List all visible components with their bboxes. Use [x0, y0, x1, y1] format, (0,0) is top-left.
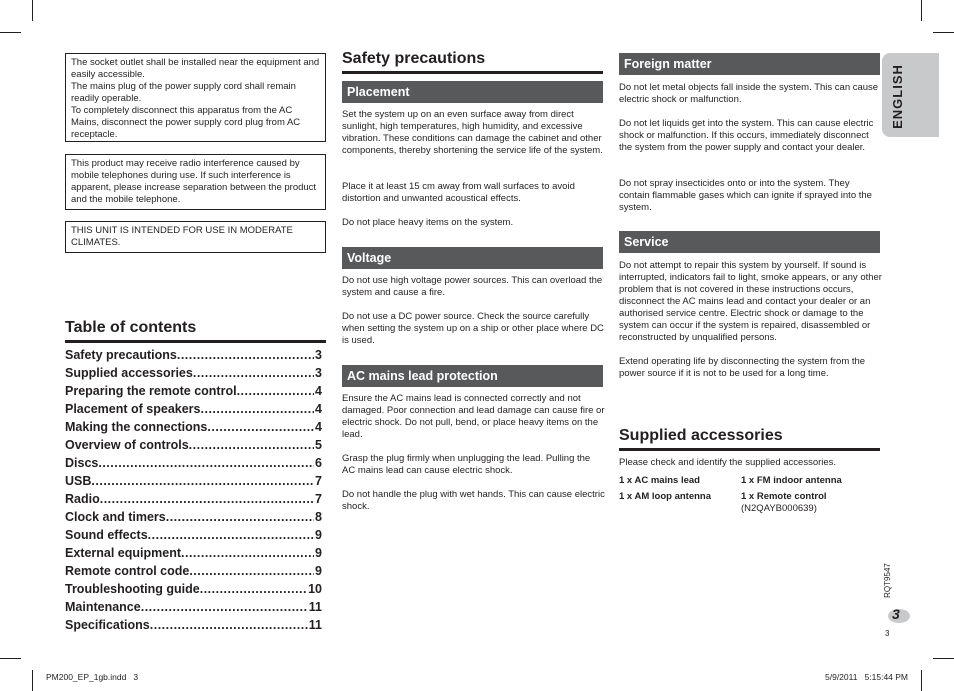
service-para: Extend operating life by disconnecting the system from the power source if it is not to be used for a long time.	[619, 356, 866, 379]
toc-item-label: Radio	[65, 492, 100, 506]
crop-mark	[933, 658, 954, 659]
toc-item-page: 4	[315, 384, 322, 398]
notice-box-climate	[65, 221, 326, 253]
page-number: 3	[892, 606, 900, 622]
foreign-matter-para: Do not let liquids get into the system. This can cause electric shock or malfunction. If this occurs, immediately disconnect the system from the power supply and contact your dealer.	[619, 118, 874, 153]
toc-item-label: USB	[65, 474, 92, 488]
placement-para: Set the system up on an even surface away from direct sunlight, high temperatures, high humidity, and excessive vibration. These conditions can damage the cabinet and other components, thereby shortening the service life of the system.	[342, 109, 603, 156]
toc-item[interactable]	[65, 418, 322, 436]
toc-item-label: Making the connections	[65, 420, 208, 434]
crop-mark	[921, 0, 922, 21]
toc-item-page: 9	[315, 564, 322, 578]
accessory-item	[619, 475, 700, 487]
toc-item[interactable]	[65, 490, 322, 508]
accessory-fm-antenna: 1 x FM indoor antenna	[741, 475, 842, 486]
accessory-ac-lead: 1 x AC mains lead	[619, 475, 700, 486]
accessories-rule	[619, 448, 880, 451]
accessory-remote-code: (N2QAYB000639)	[741, 503, 817, 514]
foreign-matter-heading: Foreign matter	[619, 53, 880, 75]
ac-lead-heading: AC mains lead protection	[342, 365, 603, 387]
doc-code	[880, 560, 894, 600]
page-number-badge	[884, 606, 912, 624]
crop-mark	[921, 670, 922, 691]
accessory-am-antenna: 1 x AM loop antenna	[619, 491, 712, 502]
foreign-matter-para: Do not spray insecticides onto or into the system. They contain flammable gases which can ignite if sprayed into the system.	[619, 178, 872, 213]
toc-item-page: 7	[315, 474, 322, 488]
toc-item-page: 9	[315, 528, 322, 542]
toc-item[interactable]	[65, 364, 322, 382]
toc-item[interactable]	[65, 562, 322, 580]
ac-lead-para: Grasp the plug firmly when unplugging the lead. Pulling the AC mains lead can cause electric shock.	[342, 453, 591, 476]
toc-item-label: Sound effects	[65, 528, 148, 542]
toc-item[interactable]	[65, 454, 322, 472]
toc-item-page: 6	[315, 456, 322, 470]
toc-item-label: Placement of speakers	[65, 402, 201, 416]
toc-list	[65, 346, 322, 634]
toc-item-page: 11	[308, 600, 322, 614]
toc-item[interactable]	[65, 526, 322, 544]
toc-title: Table of contents	[65, 319, 197, 336]
foreign-matter-para: Do not let metal objects fall inside the system. This can cause electric shock or malfunction.	[619, 82, 879, 105]
voltage-para: Do not use a DC power source. Check the source carefully when setting the system up on a ship or other place where DC is used.	[342, 311, 604, 346]
toc-item-page: 11	[308, 618, 322, 632]
doc-code-text: RQT9547	[882, 562, 892, 598]
toc-item[interactable]	[65, 400, 322, 418]
crop-mark	[0, 32, 21, 33]
language-tab-text: ENGLISH	[889, 63, 905, 129]
toc-item[interactable]	[65, 508, 322, 526]
voltage-para: Do not use high voltage power sources. This can overload the system and cause a fire.	[342, 275, 603, 298]
service-para: Do not attempt to repair this system by yourself. If sound is interrupted, indicators fail to light, smoke appears, or any other problem that is not covered in these instructions occurs, disconnect the AC mains lead and contact your dealer or an authorised service centre. Electric shock or damage to the system can occur if the system is repaired, disassembled or reconstructed by unqualified persons.	[619, 260, 882, 343]
accessory-remote: 1 x Remote control	[741, 491, 827, 502]
toc-item-label: Remote control code	[65, 564, 190, 578]
notice-box-power	[65, 53, 326, 142]
notice-text: To completely disconnect this apparatus from the AC Mains, disconnect the power supply cord plug from AC receptacle.	[71, 105, 301, 140]
toc-item[interactable]	[65, 472, 322, 490]
toc-item-label: Overview of controls	[65, 438, 189, 452]
voltage-heading: Voltage	[342, 247, 603, 269]
safety-rule	[342, 71, 603, 74]
toc-item-page: 8	[315, 510, 322, 524]
toc-item-page: 4	[315, 402, 322, 416]
footer-file: PM200_EP_1gb.indd 3	[46, 672, 139, 682]
placement-para: Place it at least 15 cm away from wall surfaces to avoid distortion and unwanted acoustical effects.	[342, 181, 575, 204]
toc-item[interactable]	[65, 598, 322, 616]
toc-item-label: External equipment	[65, 546, 181, 560]
placement-para: Do not place heavy items on the system.	[342, 217, 514, 228]
toc-item[interactable]	[65, 382, 322, 400]
ac-lead-para: Ensure the AC mains lead is connected correctly and not damaged. Poor connection and lead damage can cause fire or electric shock. Do not pull, bend, or place heavy items on the lead.	[342, 393, 605, 440]
small-page-number: 3	[885, 629, 890, 638]
toc-item-label: Troubleshooting guide	[65, 582, 200, 596]
toc-item-label: Specifications	[65, 618, 150, 632]
language-tab-label	[889, 60, 905, 132]
crop-mark	[0, 658, 21, 659]
toc-item-page: 9	[315, 546, 322, 560]
notice-box-interference	[65, 154, 326, 210]
toc-item[interactable]	[65, 580, 322, 598]
toc-item-label: Discs	[65, 456, 99, 470]
toc-item[interactable]	[65, 544, 322, 562]
toc-item-page: 3	[315, 366, 322, 380]
toc-item[interactable]	[65, 346, 322, 364]
toc-item-page: 3	[315, 348, 322, 362]
toc-item[interactable]	[65, 436, 322, 454]
accessory-item	[619, 491, 711, 503]
toc-item-label: Safety precautions	[65, 348, 177, 362]
toc-item-page: 10	[308, 582, 322, 596]
toc-item-label: Supplied accessories	[65, 366, 193, 380]
service-heading: Service	[619, 231, 880, 253]
toc-item-page: 7	[315, 492, 322, 506]
toc-item[interactable]	[65, 616, 322, 634]
accessory-item	[741, 475, 842, 487]
safety-title: Safety precautions	[342, 50, 486, 67]
notice-text: The socket outlet shall be installed near the equipment and easily accessible.	[71, 57, 320, 80]
notice-text: THIS UNIT IS INTENDED FOR USE IN MODERATE CLIMATES.	[71, 225, 293, 248]
accessory-item	[741, 491, 827, 515]
notice-text: The mains plug of the power supply cord shall remain readily operable.	[71, 81, 296, 104]
crop-mark	[32, 670, 33, 691]
toc-item-label: Maintenance	[65, 600, 141, 614]
toc-rule	[65, 340, 326, 343]
footer-datetime: 5/9/2011 5:15:44 PM	[825, 672, 909, 682]
accessories-title: Supplied accessories	[619, 427, 783, 444]
crop-mark	[933, 32, 954, 33]
toc-item-page: 4	[315, 420, 322, 434]
placement-heading: Placement	[342, 81, 603, 103]
toc-item-label: Clock and timers	[65, 510, 166, 524]
crop-mark	[32, 0, 33, 21]
toc-item-label: Preparing the remote control	[65, 384, 237, 398]
ac-lead-para: Do not handle the plug with wet hands. This can cause electric shock.	[342, 489, 605, 512]
toc-item-page: 5	[315, 438, 322, 452]
accessories-intro: Please check and identify the supplied accessories.	[619, 457, 837, 468]
notice-text: This product may receive radio interference caused by mobile telephones during use. If such interference is apparent, please increase separation between the product and the mobile telephone.	[71, 158, 317, 205]
